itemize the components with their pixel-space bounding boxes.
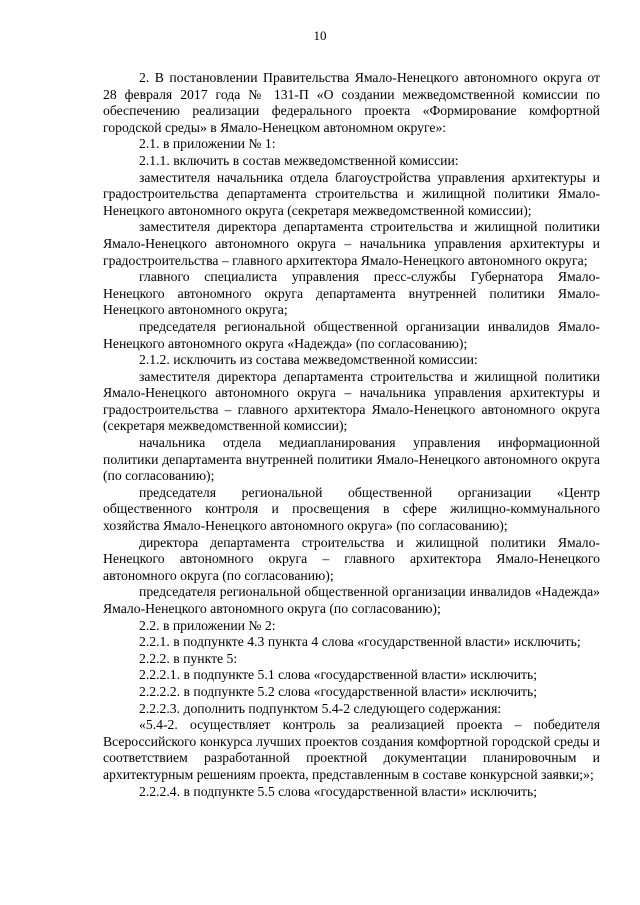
- page-number: 10: [313, 28, 327, 43]
- paragraph: 2.2. в приложении № 2:: [139, 617, 276, 633]
- paragraph: председателя региональной общественной организации «Центр общественного контроля и просвещения в сфере жилищно-коммунального хозяйства Ямало-Ненецкого автономного округа» (по согласованию);: [103, 484, 600, 534]
- document-body: [103, 70, 600, 800]
- paragraph: заместителя директора департамента строительства и жилищной политики Ямало-Ненецкого автономного округа – начальника управления архитектуры и градостроительства – главного архитектора Ямало-Ненецкого автономного округа (секретаря межведомственной комиссии);: [103, 368, 600, 434]
- paragraph: начальника отдела медиапланирования управления информационной политики департамента внутренней политики Ямало-Ненецкого автономного округа (по согласованию);: [103, 435, 600, 484]
- paragraph: «5.4-2. осуществляет контроль за реализацией проекта – победителя Всероссийского конкурса лучших проектов создания комфортной городской среды и соответствием разработанной проектной документации планировочным и архитектурным решениям проекта, представленным в составе конкурсной заявки;»;: [103, 717, 600, 782]
- paragraph: председателя региональной общественной организации инвалидов «Надежда» Ямало-Ненецкого автономного округа (по согласованию);: [103, 584, 600, 616]
- paragraph: 2.1.1. включить в состав межведомственной комиссии:: [139, 152, 459, 168]
- paragraph: 2.2.2.2. в подпункте 5.2 слова «государственной власти» исключить;: [139, 683, 538, 699]
- paragraph: 2.1.2. исключить из состава межведомственной комиссии:: [139, 352, 478, 368]
- paragraph: 2.1. в приложении № 1:: [139, 136, 276, 152]
- paragraph: 2. В постановлении Правительства Ямало-Ненецкого автономного округа от 28 февраля 2017 года № 131-П «О создании межведомственной комиссии по обеспечению реализации федерального проекта «Формирование комфортной городской среды» в Ямало-Ненецком автономном округе»:: [103, 70, 600, 135]
- paragraph: председателя региональной общественной организации инвалидов Ямало-Ненецкого автономного округа «Надежда» (по согласованию);: [103, 318, 600, 351]
- paragraph: главного специалиста управления пресс-службы Губернатора Ямало-Ненецкого автономного округа департамента внутренней политики Ямало-Ненецкого автономного округа;: [103, 269, 600, 318]
- paragraph: 2.2.1. в подпункте 4.3 пункта 4 слова «государственной власти» исключить;: [139, 634, 581, 650]
- paragraph: заместителя начальника отдела благоустройства управления архитектуры и градостроительства департамента строительства и жилищной политики Ямало-Ненецкого автономного округа (секретаря межведомственной комиссии);: [103, 169, 600, 218]
- paragraph: 2.2.2.4. в подпункте 5.5 слова «государственной власти» исключить;: [139, 783, 538, 799]
- paragraph: 2.2.2.1. в подпункте 5.1 слова «государственной власти» исключить;: [139, 667, 538, 683]
- paragraph: директора департамента строительства и жилищной политики Ямало-Ненецкого автономного округа – главного архитектора Ямало-Ненецкого автономного округа (по согласованию);: [103, 534, 600, 583]
- paragraph: заместителя директора департамента строительства и жилищной политики Ямало-Ненецкого автономного округа – начальника управления архитектуры и градостроительства – главного архитектора Ямало-Ненецкого автономного округа;: [103, 219, 600, 268]
- paragraph: 2.2.2.3. дополнить подпунктом 5.4-2 следующего содержания:: [139, 700, 502, 716]
- paragraph: 2.2.2. в пункте 5:: [139, 650, 238, 666]
